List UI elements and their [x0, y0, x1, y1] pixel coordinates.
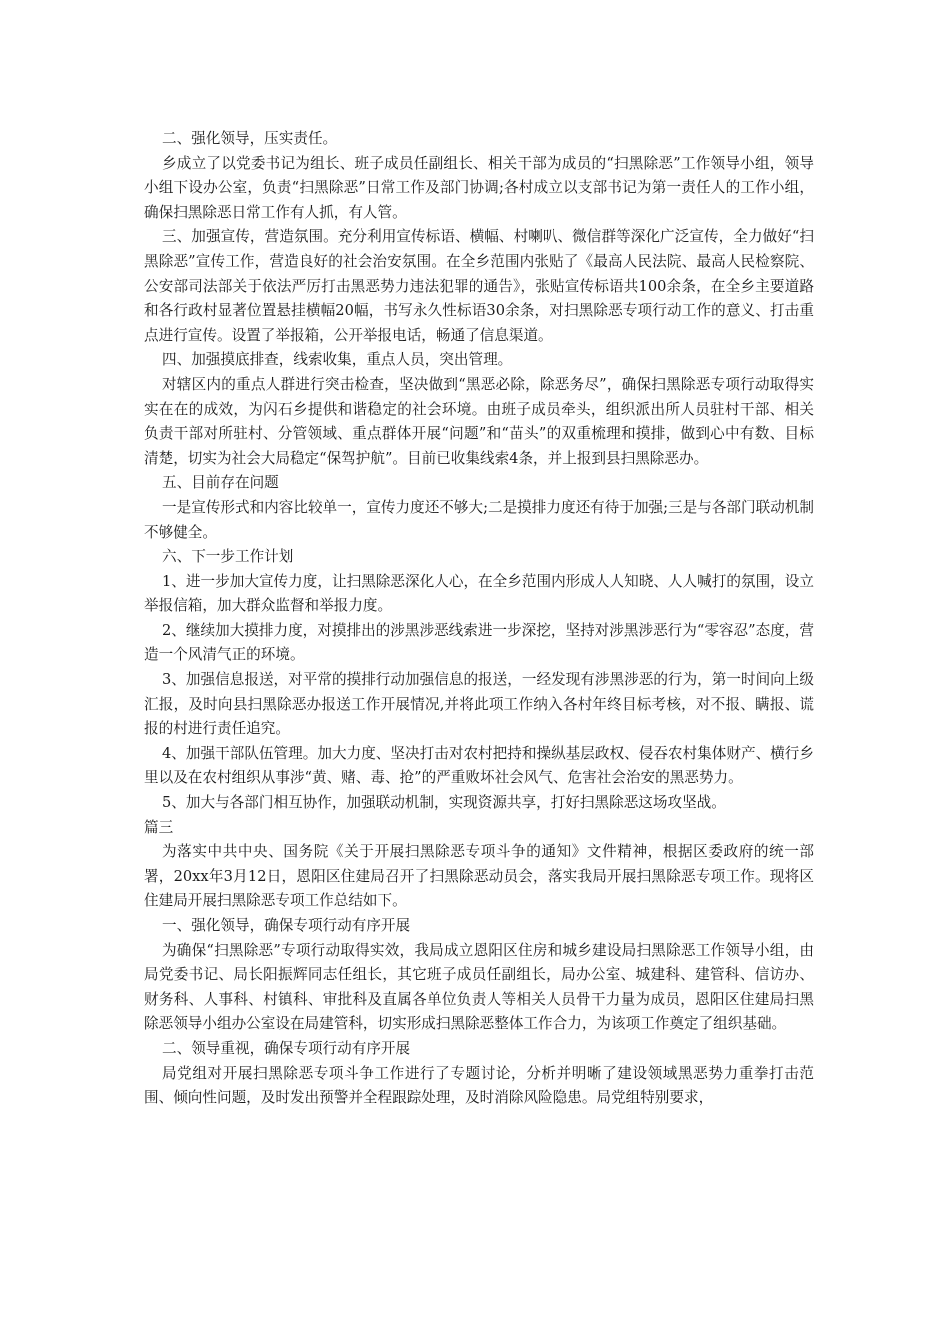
paragraph: 4、加强干部队伍管理。加大力度、坚决打击对农村把持和操纵基层政权、侵吞农村集体财产、横行乡里以及在农村组织从事涉“黄、赌、毒、抢”的严重败坏社会风气、危害社会治安的黑恶势力。: [144, 744, 814, 787]
paragraph: 为落实中共中央、国务院《关于开展扫黑除恶专项斗争的通知》文件精神，根据区委政府的统一部署，20xx年3月12日，恩阳区住建局召开了扫黑除恶动员会，落实我局开展扫黑除恶专项工作。现将区住建局开展扫黑除恶专项工作总结如下。: [144, 843, 814, 910]
paragraph: 三、加强宣传，营造氛围。充分利用宣传标语、横幅、村喇叭、微信群等深化广泛宣传，全力做好“扫黑除恶”宣传工作，营造良好的社会治安氛围。在全乡范围内张贴了《最高人民法院、最高人民检察院、公安部司法部关于依法严厉打击黑恶势力违法犯罪的通告》，张贴宣传标语共100余条，在全乡主要道路和各行政村显著位置悬挂横幅20幅，书写永久性标语30余条，对扫黑除恶专项行动工作的意义、打击重点进行宣传。设置了举报箱，公开举报电话，畅通了信息渠道。: [144, 228, 814, 344]
paragraph: 局党组对开展扫黑除恶专项斗争工作进行了专题讨论，分析并明晰了建设领域黑恶势力重拳打击范围、倾向性问题，及时发出预警并全程跟踪处理，及时消除风险隐患。局党组特别要求，: [144, 1064, 814, 1107]
paragraph: 乡成立了以党委书记为组长、班子成员任副组长、相关干部为成员的“扫黑除恶”工作领导小组，领导小组下设办公室，负责“扫黑除恶”日常工作及部门协调;各村成立以支部书记为第一责任人的工作小组，确保扫黑除恶日常工作有人抓，有人管。: [144, 154, 814, 221]
document-body: [144, 127, 814, 1111]
paragraph: 四、加强摸底排查，线索收集，重点人员，突出管理。: [162, 351, 513, 369]
paragraph: 二、强化领导，压实责任。: [162, 130, 338, 147]
paragraph: 3、加强信息报送，对平常的摸排行动加强信息的报送，一经发现有涉黑涉恶的行为，第一时间向上级汇报，及时向县扫黑除恶办报送工作开展情况,并将此项工作纳入各村年终目标考核，对不报、瞒报、谎报的村进行责任追究。: [144, 671, 814, 738]
paragraph: 2、继续加大摸排力度，对摸排出的涉黑涉恶线索进一步深挖，坚持对涉黑涉恶行为“零容忍”态度，营造一个风清气正的环境。: [144, 621, 814, 664]
paragraph: 五、目前存在问题: [162, 474, 279, 492]
paragraph: 对辖区内的重点人群进行突击检查，坚决做到“黑恶必除，除恶务尽”，确保扫黑除恶专项行动取得实实在在的成效，为闪石乡提供和谐稳定的社会环境。由班子成员牵头，组织派出所人员驻村干部、相关负责干部对所驻村、分管领域、重点群体开展“问题”和“苗头”的双重梳理和摸排，做到心中有数、目标清楚，切实为社会大局稳定“保驾护航”。目前已收集线索4条，并上报到县扫黑除恶办。: [144, 375, 814, 467]
paragraph: 5、加大与各部门相互协作，加强联动机制，实现资源共享，打好扫黑除恶这场攻坚战。: [162, 794, 726, 812]
paragraph: 一是宣传形式和内容比较单一，宣传力度还不够大;二是摸排力度还有待于加强;三是与各部门联动机制不够健全。: [144, 498, 814, 541]
paragraph: 1、进一步加大宣传力度，让扫黑除恶深化人心，在全乡范围内形成人人知晓、人人喊打的氛围，设立举报信箱，加大群众监督和举报力度。: [144, 572, 814, 615]
paragraph: 一、强化领导，确保专项行动有序开展: [162, 917, 411, 934]
paragraph: 篇三: [144, 818, 174, 836]
paragraph: 为确保“扫黑除恶”专项行动取得实效，我局成立恩阳区住房和城乡建设局扫黑除恶工作领导小组，由局党委书记、局长阳振辉同志任组长，其它班子成员任副组长，局办公室、城建科、建管科、信访办、财务科、人事科、村镇科、审批科及直属各单位负责人等相关人员骨干力量为成员，恩阳区住建局扫黑除恶领导小组办公室设在局建管科，切实形成扫黑除恶整体工作合力，为该项工作奠定了组织基础。: [144, 941, 814, 1033]
paragraph: 六、下一步工作计划: [162, 548, 294, 566]
paragraph: 二、领导重视，确保专项行动有序开展: [162, 1039, 411, 1057]
